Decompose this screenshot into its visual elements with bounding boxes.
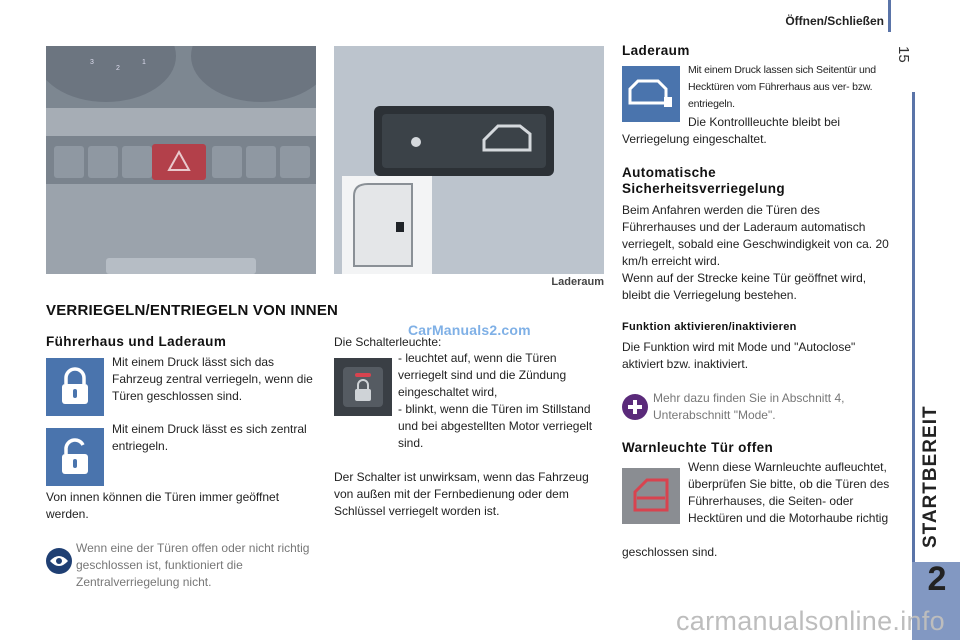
auto-lock-heading-1: Automatische	[622, 165, 717, 180]
warning-heading: Warnleuchte Tür offen	[622, 440, 774, 455]
van-icon	[628, 79, 674, 109]
warning-text: Wenn diese Warnleuchte aufleuchtet, überprüfen Sie bitte, ob die Türen des Führerhauses, die Seiten- oder Hecktüren und die Motorhaube richtig	[688, 460, 890, 525]
switch-bullets	[398, 350, 604, 452]
header-rule	[888, 0, 891, 32]
dashboard-illustration	[46, 46, 316, 274]
unlock-button-icon	[46, 428, 104, 486]
cargo-switch-illustration	[334, 46, 604, 274]
auto-lock-heading-2: Sicherheitsverriegelung	[622, 181, 786, 196]
cargo-switch-photo	[334, 46, 604, 274]
unlock-text: Mit einem Druck lässt es sich zentral entriegeln.	[112, 422, 307, 453]
dashboard-photo	[46, 46, 316, 274]
activate-text: Die Funktion wird mit Mode und "Autoclose" aktiviert bzw. inaktiviert.	[622, 340, 856, 371]
unlock-icon	[58, 437, 92, 477]
switch-bullet-1	[398, 350, 604, 401]
photo-caption: Laderaum	[551, 276, 604, 288]
lock-icon	[58, 367, 92, 407]
svg-text:3: 3	[90, 59, 94, 66]
switch-intro: Die Schalterleuchte:	[334, 335, 442, 349]
door-open-icon	[631, 478, 671, 514]
plus-note-icon	[622, 394, 648, 420]
warning-text-end: geschlossen sind.	[622, 545, 718, 559]
auto-lock-text-1: Beim Anfahren werden die Türen des Führerhauses und der Laderaum automatisch verriegelt, sobald eine Geschwindigkeit von ca. 20 km/h erreicht wird.	[622, 203, 889, 268]
switch-bullet-2	[398, 401, 604, 452]
lock-button-icon	[46, 358, 104, 416]
switch-inactive-text: Der Schalter ist unwirksam, wenn das Fahrzeug von außen mit der Fernbedienung oder dem Schlüssel verriegelt worden ist.	[334, 470, 589, 518]
eye-note-icon	[46, 548, 72, 574]
door-open-note: Wenn eine der Türen offen oder nicht richtig geschlossen ist, funktioniert die Zentralverriegelung nicht.	[76, 541, 310, 589]
main-heading: VERRIEGELN/ENTRIEGELN VON INNEN	[46, 302, 339, 319]
lock-text: Mit einem Druck lässt sich das Fahrzeug zentral verriegeln, wenn die Türen geschlossen sind.	[112, 355, 313, 403]
mode-note: Mehr dazu finden Sie in Abschnitt 4, Unterabschnitt "Mode".	[653, 391, 845, 422]
watermark-top: CarManuals2.com	[408, 322, 531, 338]
switch-icon	[341, 365, 385, 409]
sidebar-rule	[912, 92, 915, 562]
svg-text:2: 2	[116, 65, 120, 72]
inside-open-text: Von innen können die Türen immer geöffnet werden.	[46, 490, 280, 521]
cargo-button-icon	[622, 66, 680, 122]
page-number: 15	[895, 46, 912, 63]
chapter-number: 2	[927, 560, 947, 598]
section-title: Öffnen/Schließen	[785, 14, 884, 28]
plus-icon	[627, 399, 643, 415]
chapter-label: STARTBEREIT	[920, 405, 941, 548]
activate-heading: Funktion aktivieren/inaktivieren	[622, 321, 797, 333]
cargo-text-line1: Die Kontrollleuchte bleibt bei	[688, 115, 841, 129]
cargo-heading: Laderaum	[622, 43, 690, 58]
watermark-bottom: carmanualsonline.info	[676, 606, 945, 636]
switch-bullet-2-text: - blinkt, wenn die Türen im Stillstand und bei abgestellten Motor verriegelt sind.	[398, 402, 593, 450]
svg-text:1: 1	[142, 59, 146, 66]
cargo-text-small: Mit einem Druck lassen sich Seitentür und Hecktüren vom Führerhaus aus ver- bzw. entriegeln.	[688, 64, 876, 110]
switch-bullet-1-text: - leuchtet auf, wenn die Türen verriegelt sind und die Zündung eingeschaltet wird,	[398, 351, 567, 399]
auto-lock-text-2: Wenn auf der Strecke keine Tür geöffnet wird, bleibt die Verriegelung bestehen.	[622, 271, 867, 302]
switch-light-icon	[334, 358, 392, 416]
door-warning-icon	[622, 468, 680, 524]
cab-heading: Führerhaus und Laderaum	[46, 334, 227, 349]
eye-icon	[49, 554, 69, 568]
cargo-text-line2: Verriegelung eingeschaltet.	[622, 132, 767, 146]
